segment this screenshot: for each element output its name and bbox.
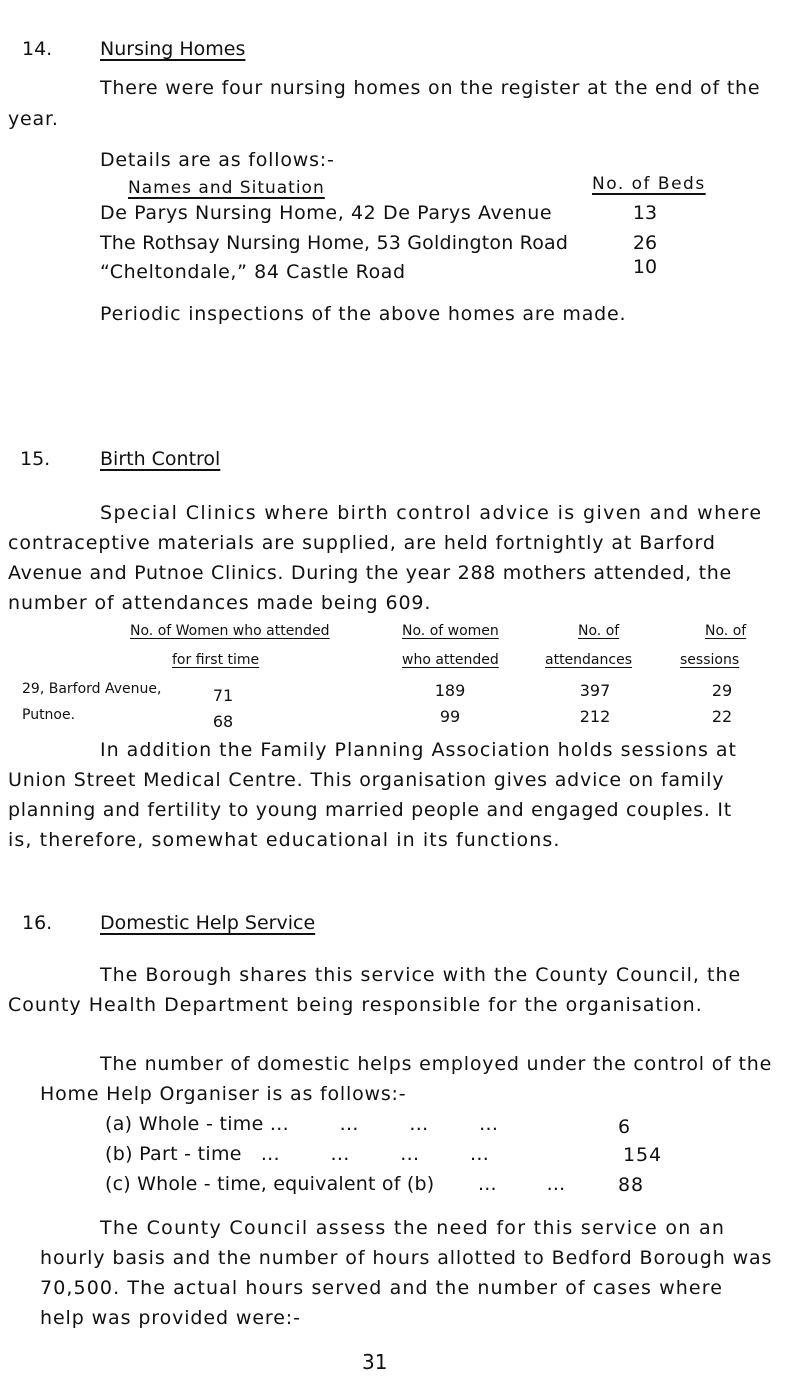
home-name: “Cheltondale,” 84 Castle Road [100,261,406,283]
col-header-names: Names and Situation [128,178,325,198]
home-beds: 13 [632,202,658,224]
help-item-value: 6 [618,1116,631,1138]
table-cell: 71 [212,686,234,705]
home-name: De Parys Nursing Home, 42 De Parys Avenue [100,202,553,224]
section-15-para-line: Avenue and Putnoe Clinics. During the year 288 mothers attended, the [8,562,732,584]
section-14-details: Details are as follows:- [100,149,335,171]
col-header-beds: No. of Beds [592,174,706,194]
section-15-title: Birth Control [100,448,221,470]
section-15-para-line: contraceptive materials are supplied, are held fortnightly at Barford [8,532,716,554]
table-cell: 99 [439,707,461,726]
section-15-para-line: Special Clinics where birth control advice is given and where [100,502,763,524]
section-16-para3-line: 70,500. The actual hours served and the number of cases where [40,1277,723,1299]
section-15-para2-line: In addition the Family Planning Association holds sessions at [100,739,737,761]
home-beds: 26 [632,232,658,254]
section-16-para3-line: help was provided were:- [40,1307,301,1329]
home-beds: 10 [632,256,658,278]
section-16-para3-line: hourly basis and the number of hours allotted to Bedford Borough was [40,1247,773,1269]
table-header-first-time: No. of Women who attended [130,623,330,639]
table-header-attendances: No. of [578,623,620,639]
section-14-intro-line-2: year. [8,108,59,130]
table-row-label: Putnoe. [22,707,76,723]
table-row-label: 29, Barford Avenue, [22,681,162,697]
section-14-inspections: Periodic inspections of the above homes are made. [100,303,627,325]
help-item-label: (c) Whole - time, equivalent of (b) ... ... [105,1173,566,1195]
table-header-women-attended: No. of women [402,623,499,639]
section-16-para3-line: The County Council assess the need for this service on an [100,1217,726,1239]
section-16-title: Domestic Help Service [100,912,316,934]
help-item-label: (b) Part - time ... ... ... ... [105,1143,490,1165]
section-15-para2-line: planning and fertility to young married people and engaged couples. It [8,799,732,821]
table-cell: 22 [711,707,733,726]
table-header-sessions-2: sessions [680,652,740,668]
section-15-para2-line: Union Street Medical Centre. This organisation gives advice on family [8,769,725,791]
table-cell: 397 [579,681,611,700]
section-15-para2-line: is, therefore, somewhat educational in its functions. [8,829,561,851]
table-cell: 29 [711,681,733,700]
table-header-attendances-2: attendances [545,652,632,668]
table-cell: 212 [579,707,611,726]
section-16-para2-line: The number of domestic helps employed under the control of the [100,1053,773,1075]
section-14-title: Nursing Homes [100,38,246,60]
section-16-para1-line: The Borough shares this service with the County Council, the [100,964,742,986]
help-item-value: 88 [618,1174,644,1196]
section-14-number: 14. [22,38,53,60]
section-15-para-line: number of attendances made being 609. [8,592,432,614]
section-14-intro-line-1: There were four nursing homes on the register at the end of the [100,77,761,99]
table-cell: 68 [212,712,234,731]
help-item-label: (a) Whole - time ... ... ... ... [105,1113,499,1135]
table-header-sessions: No. of [705,623,747,639]
table-cell: 189 [434,681,466,700]
help-item-value: 154 [623,1144,662,1166]
home-name: The Rothsay Nursing Home, 53 Goldington Road [100,232,569,254]
section-16-para1-line: County Health Department being responsible for the organisation. [8,994,703,1016]
table-header-first-time-2: for first time [172,652,260,668]
table-header-women-attended-2: who attended [402,652,499,668]
section-16-para2-line: Home Help Organiser is as follows:- [40,1083,407,1105]
section-16-number: 16. [22,912,53,934]
section-15-number: 15. [20,448,51,470]
page-number: 31 [362,1350,388,1374]
